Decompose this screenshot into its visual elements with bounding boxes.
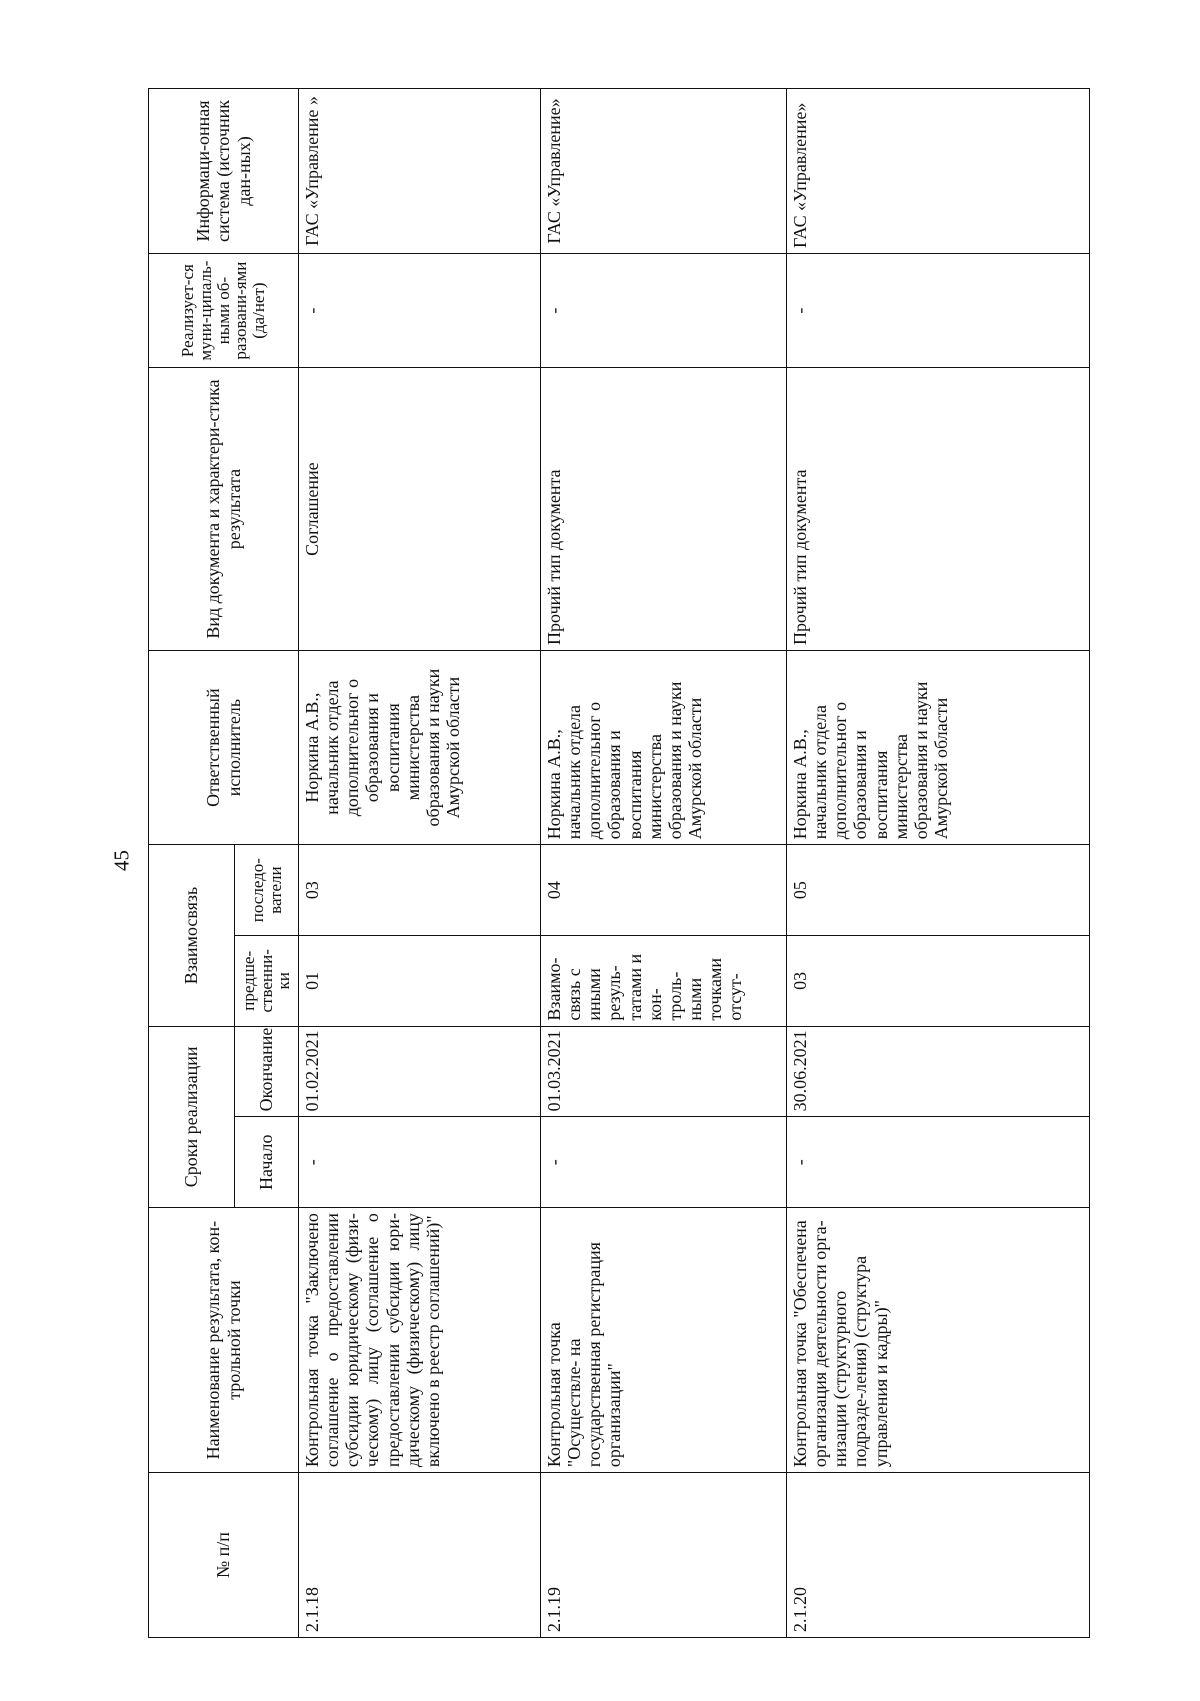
row-info: ГАС «Управление» [787, 89, 1090, 254]
row-pred: Взаимо-связь с иными резуль-татами и кон-троль-ными точками отсут- [541, 935, 787, 1026]
rotated-table-container [148, 88, 1090, 1638]
header-end: Окончание [235, 1026, 299, 1117]
row-resp: Норкина А.В., начальник отдела дополнительног о образования и воспитания министерства образования и науки Амурской области [787, 650, 1090, 844]
header-terms: Сроки реализации [149, 1026, 235, 1207]
row-name: Контрольная точка "Заключено соглашение о предоставлении субсидии юридическому (физи-ческому) лицу (соглашение о предоставлении субсидии юри-дическому (физическому) лицу включено в реестр соглашений)" [299, 1208, 541, 1473]
header-num: № п/п [149, 1473, 299, 1638]
page-number: 45 [109, 850, 134, 871]
row-resp: Норкина А.В., начальник отдела дополнительног о образования и воспитания министерства образования и науки Амурской области [541, 650, 787, 844]
header-succ: последо-ватели [235, 845, 299, 936]
row-name: Контрольная точка "Обеспечена организация деятельности орга-низации (структурного подразде-ления) (структура управления и кадры)" [787, 1208, 1090, 1473]
row-name: Контрольная точка "Осуществле- на государственная регистрация организации" [541, 1208, 787, 1473]
row-info: ГАС «Управление» [541, 89, 787, 254]
row-info: ГАС «Управление » [299, 89, 541, 254]
row-num: 2.1.20 [787, 1473, 1090, 1638]
header-doc: Вид документа и характери-стика результата [149, 368, 299, 651]
header-muni: Реализует-ся муни-ципаль-ными об-разовани-ями (да/нет) [149, 253, 299, 367]
header-row [149, 89, 235, 1638]
row-pred: 03 [787, 935, 1090, 1026]
row-succ: 04 [541, 845, 787, 936]
row-doc: Прочий тип документа [787, 368, 1090, 651]
header-name: Наименование результата, кон-трольной точки [149, 1208, 299, 1473]
row-muni: - [541, 253, 787, 367]
row-doc: Соглашение [299, 368, 541, 651]
header-start: Начало [235, 1117, 299, 1208]
row-succ: 05 [787, 845, 1090, 936]
row-start: - [787, 1117, 1090, 1208]
row-end: 01.03.2021 [541, 1026, 787, 1117]
row-doc: Прочий тип документа [541, 368, 787, 651]
row-start: - [541, 1117, 787, 1208]
row-muni: - [299, 253, 541, 367]
table-row [299, 89, 541, 1638]
header-resp: Ответственный исполнитель [149, 650, 299, 844]
row-pred: 01 [299, 935, 541, 1026]
row-num: 2.1.18 [299, 1473, 541, 1638]
table-row [787, 89, 1090, 1638]
row-end: 30.06.2021 [787, 1026, 1090, 1117]
row-num: 2.1.19 [541, 1473, 787, 1638]
row-succ: 03 [299, 845, 541, 936]
table-row [541, 89, 787, 1638]
header-link: Взаимосвязь [149, 845, 235, 1026]
header-info: Информаци-онная система (источник дан-ных) [149, 89, 299, 254]
row-muni: - [787, 253, 1090, 367]
row-end: 01.02.2021 [299, 1026, 541, 1117]
header-pred: предше-ственни-ки [235, 935, 299, 1026]
row-resp: Норкина А.В., начальник отдела дополнительног о образования и воспитания министерства образования и науки Амурской области [299, 650, 541, 844]
results-table [148, 88, 1090, 1638]
row-start: - [299, 1117, 541, 1208]
